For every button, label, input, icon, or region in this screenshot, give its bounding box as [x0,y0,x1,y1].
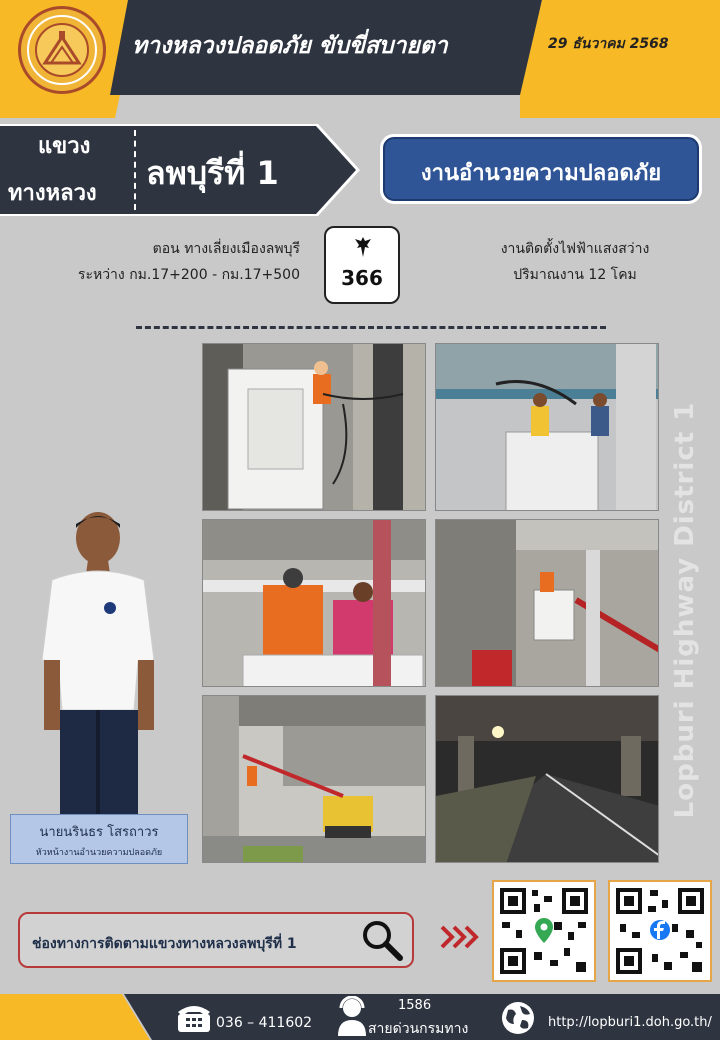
person-name: นายนรินธร โสรถาวร [39,825,159,840]
phone-icon [176,1000,212,1034]
district-label-line2: ทางหลวง [8,181,97,206]
photo-bucket-truck-wiring [202,343,426,511]
section-info [40,236,300,288]
district-label-line1: แขวง [38,134,91,159]
qr-code-facebook[interactable] [608,880,712,982]
footer-phone[interactable]: 036 – 411602 [216,1015,313,1031]
follow-channel-box[interactable] [18,912,414,968]
magnifier-icon [360,918,404,962]
department-logo [18,6,106,94]
section-line2: ระหว่าง กม.17+200 - กม.17+500 [77,267,300,283]
footer-hotline-label: สายด่วนกรมทาง [368,1021,469,1037]
header-title: ทางหลวงปลอดภัย ขับขี่สบายตา [132,33,448,59]
watermark-text: Lopburi Highway District 1 [670,401,700,819]
globe-icon [500,1000,536,1036]
task-info [460,236,690,288]
footer-hotline-number[interactable]: 1586 [398,998,432,1013]
route-number: 366 [341,266,383,290]
photo-bucket-crane-pillar [435,519,659,687]
garuda-icon [353,236,373,258]
person-photo [38,510,162,820]
photo-lit-road-at-night [435,695,659,863]
photo-truck-under-overpass [202,695,426,863]
section-line1: ตอน ทางเลี่ยงเมืองลพบุรี [152,241,300,257]
route-shield [324,226,400,304]
work-type-badge [380,134,702,204]
photo-workers-installing-lamp [202,519,426,687]
header-date: 29 ธันวาคม 2568 [548,36,669,52]
district-separator [134,130,136,210]
person-name-card [10,814,188,864]
header-accent-right [520,0,720,118]
triple-chevron-right-icon [440,922,480,952]
work-type-label: งานอำนวยความปลอดภัย [420,161,662,186]
qr-code-map[interactable] [492,880,596,982]
footer-accent [0,994,150,1040]
call-center-icon [336,996,368,1036]
person-position: หัวหน้างานอำนวยความปลอดภัย [35,848,163,858]
follow-text: ช่องทางการติดตามแขวงทางหลวงลพบุรีที่ 1 [32,936,297,952]
photo-workers-under-bridge [435,343,659,511]
task-line2: ปริมาณงาน 12 โคม [513,267,637,283]
watermark [655,400,715,820]
district-name: ลพบุรีที่ 1 [146,154,279,192]
divider [136,326,606,329]
task-line1: งานติดตั้งไฟฟ้าแสงสว่าง [500,241,650,257]
footer-website[interactable]: http://lopburi1.doh.go.th/ [548,1015,712,1030]
